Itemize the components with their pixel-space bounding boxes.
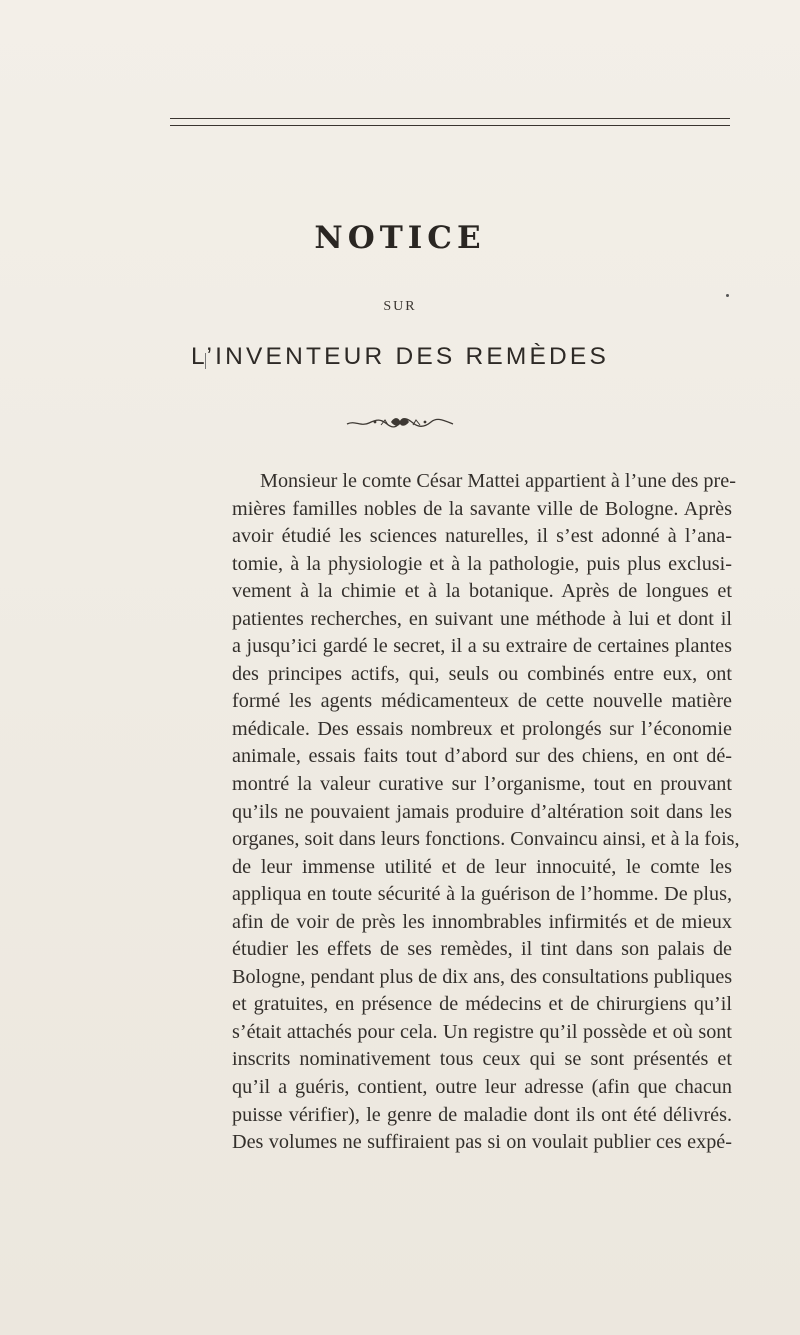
paragraph-line: qu’il a guéris, contient, outre leur adresse (afin que chacun — [232, 1076, 732, 1099]
paragraph-line: tomie, à la physiologie et à la pathologie, puis plus exclusi- — [232, 552, 732, 575]
paragraph-line: Monsieur le comte César Mattei appartient à l’une des pre- — [260, 470, 736, 492]
title-connector: SUR — [383, 299, 417, 314]
paragraph-line: Des volumes ne suffiraient pas si on voulait publier ces expé- — [232, 1131, 732, 1154]
paragraph-line: mières familles nobles de la savante ville de Bologne. Après — [232, 497, 732, 520]
paragraph-line: avoir étudié les sciences naturelles, il s’est adonné à l’ana- — [232, 525, 732, 548]
paragraph-line: vement à la chimie et à la botanique. Après de longues et — [232, 580, 732, 603]
paragraph-line: patientes recherches, en suivant une méthode à lui et dont il — [232, 607, 732, 630]
paragraph-line: de leur immense utilité et de leur innocuité, le comte les — [232, 855, 732, 878]
top-rule — [170, 118, 730, 119]
body-paragraph — [232, 468, 740, 1157]
paragraph-line: appliqua en toute sécurité à la guérison de l’homme. De plus, — [232, 883, 732, 906]
flourish-icon — [345, 416, 455, 430]
paragraph-line: inscrits nominativement tous ceux qui se sont présentés et — [232, 1048, 732, 1071]
paragraph-line: médicale. Des essais nombreux et prolongés sur l’économie — [232, 717, 732, 740]
paragraph-line: montré la valeur curative sur l’organisme, tout en prouvant — [232, 773, 732, 796]
page-subtitle: L’INVENTEUR DES REMÈDES — [190, 343, 610, 370]
paragraph-line: formé les agents médicamenteux de cette nouvelle matière — [232, 690, 732, 713]
paragraph-line: des principes actifs, qui, seuls ou combinés entre eux, ont — [232, 662, 732, 685]
top-rule-thin — [170, 125, 730, 126]
paragraph-line: et gratuites, en présence de médecins et de chirurgiens qu’il — [232, 993, 732, 1016]
paragraph-line: afin de voir de près les innombrables infirmités et de mieux — [232, 910, 732, 933]
paragraph-line: animale, essais faits tout d’abord sur des chiens, en ont dé- — [232, 745, 732, 768]
paragraph-line: a jusqu’ici gardé le secret, il a su extraire de certaines plantes — [232, 635, 732, 658]
paragraph-line: qu’ils ne pouvaient jamais produire d’altération soit dans les — [232, 800, 732, 823]
ink-dot — [726, 294, 729, 297]
paragraph-line: Bologne, pendant plus de dix ans, des consultations publiques — [232, 965, 733, 988]
paragraph-line: organes, soit dans leurs fonctions. Convaincu ainsi, et à la fois, — [232, 828, 740, 851]
paragraph-line: s’était attachés pour cela. Un registre qu’il possède et où sont — [232, 1020, 732, 1043]
paragraph-line: étudier les effets de ses remèdes, il tint dans son palais de — [232, 938, 732, 961]
paragraph-line: puisse vérifier), le genre de maladie dont ils ont été délivrés. — [232, 1103, 732, 1126]
page-title: NOTICE — [314, 220, 486, 256]
